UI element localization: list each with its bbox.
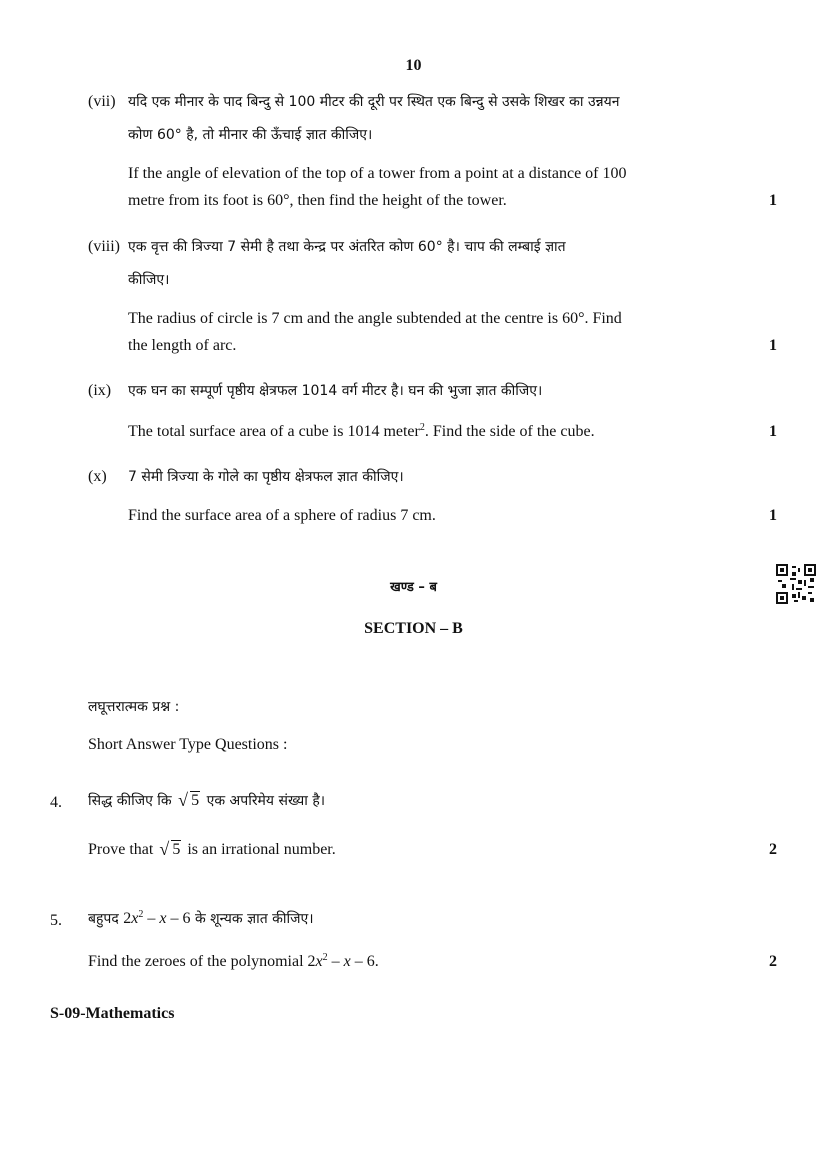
poly-coef-en: 2: [307, 953, 316, 970]
question-ix-english-sup: 2: [419, 422, 425, 433]
question-ix-english-pre: The total surface area of a cube is 1014 meter: [128, 423, 420, 440]
question-x-marks: 1: [769, 507, 777, 524]
page-number: 10: [405, 57, 422, 74]
poly-var: x: [131, 910, 139, 927]
question-x-hindi-line1: 7 सेमी त्रिज्या के गोले का पृष्ठीय क्षेत्रफल ज्ञात कीजिए।: [128, 469, 404, 485]
question-vii-hindi-line2: कोण 60° है, तो मीनार की ऊँचाई ज्ञात कीजिए।: [128, 127, 373, 143]
poly-coef: 2: [123, 910, 132, 927]
question-x-english-line1: Find the surface area of a sphere of radius 7 cm.: [128, 507, 436, 524]
question-ix-hindi-line1: एक घन का सम्पूर्ण पृष्ठीय क्षेत्रफल 1014 वर्ग मीटर है। घन की भुजा ज्ञात कीजिए।: [128, 383, 543, 399]
question-4-english-post: is an irrational number.: [187, 841, 336, 858]
question-5-hindi-pre: बहुपद: [88, 911, 119, 927]
poly-minus-en: –: [327, 953, 344, 970]
poly-x-en: x: [343, 953, 351, 970]
question-viii-number: (viii): [88, 238, 120, 255]
question-4-marks: 2: [769, 841, 777, 858]
question-5-marks: 2: [769, 953, 777, 970]
question-x-number: (x): [88, 468, 107, 485]
footer-subject-code: S-09-Mathematics: [50, 1005, 175, 1022]
question-ix-number: (ix): [88, 382, 112, 399]
question-4-english: [88, 841, 336, 859]
question-4-english-pre: Prove that: [88, 841, 154, 858]
poly-exp-en: 2: [322, 952, 328, 963]
question-5-hindi-polynomial: [123, 910, 190, 927]
question-vii-english-line2: metre from its foot is 60°, then find the height of the tower.: [128, 192, 507, 209]
poly-rest: – 6: [166, 910, 191, 927]
question-4-english-radicand: 5: [172, 841, 181, 858]
question-4-hindi-sqrt: √ 5: [178, 790, 200, 810]
question-ix-marks: 1: [769, 423, 777, 440]
question-viii-hindi-line2: कीजिए।: [128, 272, 170, 288]
question-4-english-sqrt: √ 5: [159, 839, 181, 859]
question-ix-english: [128, 423, 595, 441]
section-hindi-title: खण्ड – ब: [390, 580, 437, 595]
question-vii-marks: 1: [769, 192, 777, 209]
question-4-hindi-radicand: 5: [191, 792, 200, 809]
question-4-hindi-pre: सिद्ध कीजिए कि: [88, 793, 172, 809]
question-5-english: [88, 953, 379, 971]
section-english-title: SECTION – B: [364, 620, 463, 637]
question-5-english-polynomial: [308, 953, 375, 970]
question-5-english-post: .: [374, 953, 379, 970]
question-ix-english-post: . Find the side of the cube.: [424, 423, 595, 440]
question-4-number: 4.: [50, 794, 62, 811]
question-4-hindi-post: एक अपरिमेय संख्या है।: [206, 793, 326, 809]
poly-x: x: [159, 910, 167, 927]
question-5-english-pre: Find the zeroes of the polynomial: [88, 953, 304, 970]
question-type-hindi: लघूत्तरात्मक प्रश्न :: [88, 699, 180, 715]
question-vii-hindi-line1: यदि एक मीनार के पाद बिन्दु से 100 मीटर की दूरी पर स्थित एक बिन्दु से उसके शिखर का उन्नयन: [128, 94, 620, 110]
question-viii-english-line2: the length of arc.: [128, 337, 237, 354]
question-5-hindi: [88, 909, 314, 928]
question-vii-english-line1: If the angle of elevation of the top of a tower from a point at a distance of 100: [128, 165, 627, 182]
poly-minus: –: [143, 910, 160, 927]
poly-rest-en: – 6: [350, 953, 375, 970]
question-5-number: 5.: [50, 912, 62, 929]
question-viii-marks: 1: [769, 337, 777, 354]
question-type-english: Short Answer Type Questions :: [88, 736, 288, 753]
question-viii-hindi-line1: एक वृत्त की त्रिज्या 7 सेमी है तथा केन्द्र पर अंतरित कोण 60° है। चाप की लम्बाई ज्ञात: [128, 239, 566, 255]
question-5-hindi-post: के शून्यक ज्ञात कीजिए।: [194, 911, 314, 927]
question-viii-english-line1: The radius of circle is 7 cm and the angle subtended at the centre is 60°. Find: [128, 310, 622, 327]
poly-var-en: x: [315, 953, 323, 970]
question-vii-number: (vii): [88, 93, 116, 110]
poly-exp: 2: [138, 909, 144, 920]
question-4-hindi: [88, 791, 325, 810]
